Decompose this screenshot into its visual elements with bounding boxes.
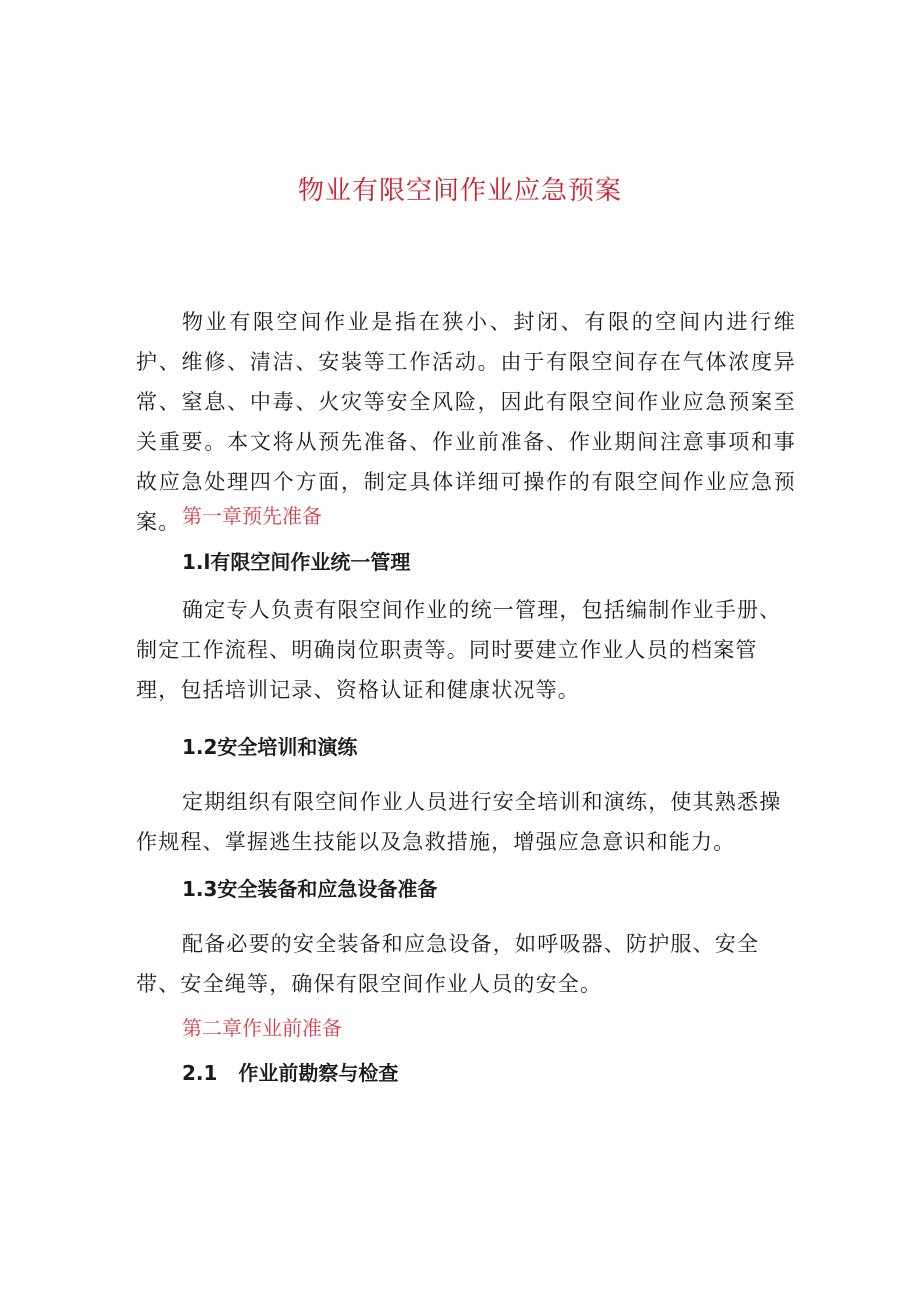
- section-1-1-paragraph: 确定专人负责有限空间作业的统一管理，包括编制作业手册、制定工作流程、明确岗位职责等。同时要建立作业人员的档案管理，包括培训记录、资格认证和健康状况等。: [136, 598, 782, 702]
- section-1-1-heading: 1.l有限空间作业统一管理: [182, 550, 411, 574]
- section-1-3-paragraph: 配备必要的安全装备和应急设备，如呼吸器、防护服、安全带、安全绳等，确保有限空间作业人员的安全。: [136, 932, 760, 996]
- chapter-1-heading: 第一章预先准备: [182, 504, 322, 528]
- section-2-1-heading: 2.1 作业前勘察与检查: [182, 1061, 399, 1085]
- section-1-2-paragraph: 定期组织有限空间作业人员进行安全培训和演练，使其熟悉操作规程、掌握逃生技能以及急救措施，增强应急意识和能力。: [136, 790, 782, 854]
- section-1-3-heading: 1.3安全装备和应急设备准备: [182, 877, 438, 901]
- section-1-2-heading: 1.2安全培训和演练: [182, 735, 358, 759]
- document-title: 物业有限空间作业应急预案: [297, 176, 622, 206]
- chapter-2-heading: 第二章作业前准备: [182, 1016, 342, 1040]
- intro-paragraph: 物业有限空间作业是指在狭小、封闭、有限的空间内进行维护、维修、清洁、安装等工作活动。由于有限空间存在气体浓度异常、窒息、中毒、火灾等安全风险，因此有限空间作业应急预案至关重要。本文将从预先准备、作业前准备、作业期间注意事项和事故应急处理四个方面，制定具体详细可操作的有限空间作业应急预案。: [136, 310, 796, 534]
